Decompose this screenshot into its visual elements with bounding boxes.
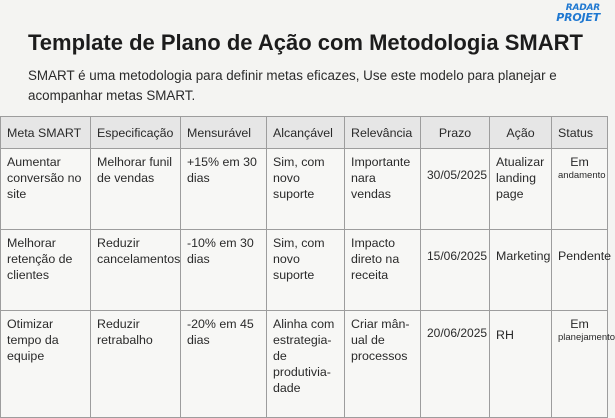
header-acao: Ação [490,117,552,149]
header-prazo: Prazo [421,117,490,149]
cell-especificacao: Reduzir cancelamentos [91,230,181,311]
cell-meta: Otimizar tempo da equipe [1,311,91,418]
brand-logo-line1: RADAR [565,3,600,13]
table-row [1,311,608,418]
cell-acao: Marketing [490,230,552,311]
cell-relevancia: Impacto direto na receita [345,230,421,311]
cell-prazo: 30/05/2025 [421,149,490,230]
cell-meta: Aumentar conversão no site [1,149,91,230]
cell-meta: Melhorar retenção de clientes [1,230,91,311]
cell-acao: RH [490,311,552,418]
cell-prazo: 20/06/2025 [421,311,490,418]
cell-status [552,230,612,311]
cell-relevancia: Criar mân-ual de processos [345,311,421,418]
page-title: Template de Plano de Ação com Metodologia SMART [28,30,583,55]
status-text-line2: andamento [558,170,606,181]
page-description: SMART é uma metodologia para definir metas eficazes, Use este modelo para planejar e acompanhar metas SMART. [28,68,557,103]
header-especificacao: Especificação [91,117,181,149]
cell-alcancavel: Sim, com novo suporte [267,149,345,230]
status-text-line1: Em [570,155,589,169]
smart-table-container [0,116,615,396]
cell-acao: Atualizar landing page [490,149,552,230]
smart-action-plan-table [0,116,615,418]
brand-logo-line2: PROJET [556,11,600,24]
cell-status [552,311,615,418]
header-alcancavel: Alcançável [267,117,345,149]
cell-mensuravel: -10% em 30 dias [181,230,267,311]
status-text-line1: Pendente [558,249,612,263]
table-header-row [1,117,608,149]
table-row [1,230,608,311]
cell-mensuravel: -20% em 45 dias [181,311,267,418]
cell-especificacao: Melhorar funil de vendas [91,149,181,230]
cell-especificacao: Reduzir retrabalho [91,311,181,418]
cell-relevancia: Importante nara vendas [345,149,421,230]
cell-mensuravel: +15% em 30 dias [181,149,267,230]
status-text-line1: Em [570,317,589,331]
brand-logo [552,3,600,23]
header-relevancia: Relevância [345,117,421,149]
table-row [1,149,608,230]
header-meta-smart: Meta SMART [1,117,91,149]
status-text-line2: planejamento [558,332,615,343]
cell-prazo: 15/06/2025 [421,230,490,311]
cell-alcancavel: Alinha com estrategia-de produtivia-dade [267,311,345,418]
cell-alcancavel: Sim, com novo suporte [267,230,345,311]
header-mensuravel: Mensurável [181,117,267,149]
cell-status [552,149,608,230]
header-status: Status [552,117,608,149]
